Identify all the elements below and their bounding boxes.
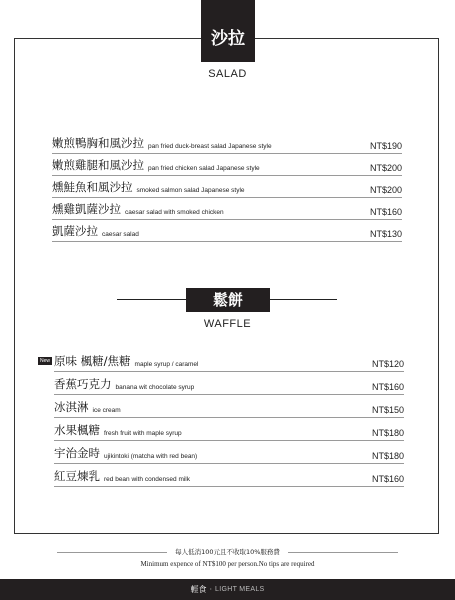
- minimum-charge-note-en: Minimum expence of NT$100 per person.No tips are required: [140, 560, 315, 568]
- item-name-zh: 嫩煎鴨胸和風沙拉: [52, 136, 144, 150]
- brand-zh: 輕食: [190, 585, 207, 594]
- item-name-zh: 原味 楓糖/焦糖: [54, 354, 131, 368]
- item-name-en: ice cream: [92, 407, 121, 414]
- item-name-zh: 燻鮭魚和風沙拉: [52, 180, 133, 194]
- note-rule-left: [57, 552, 167, 553]
- item-name-en: red bean with condensed milk: [104, 476, 190, 483]
- item-price: NT$130: [369, 229, 402, 239]
- item-price: NT$180: [371, 451, 404, 461]
- item-name-en: ujikintoki (matcha with red bean): [104, 453, 198, 460]
- item-name-zh: 宇治金時: [54, 446, 100, 460]
- salad-title-zh: 沙拉: [211, 29, 245, 49]
- item-price: NT$160: [371, 382, 404, 392]
- item-name-en: pan fried duck-breast salad Japanese style: [148, 143, 272, 150]
- minimum-charge-note-zh: [0, 547, 455, 556]
- item-name-zh: 水果楓糖: [54, 423, 100, 437]
- new-badge: New: [40, 358, 51, 364]
- item-name-zh: 凱薩沙拉: [52, 224, 98, 238]
- item-price: NT$180: [371, 428, 404, 438]
- menu-item: [52, 134, 402, 154]
- salad-title-en: SALAD: [208, 68, 247, 80]
- item-name-en: maple syrup / caramel: [134, 361, 199, 368]
- menu-item: [52, 222, 402, 242]
- menu-item: [52, 156, 402, 176]
- waffle-title-en: WAFFLE: [203, 318, 252, 330]
- bottom-brand-bar: [0, 579, 455, 600]
- menu-item: [54, 352, 404, 372]
- item-price: NT$160: [371, 474, 404, 484]
- note-zh-text: 每人低消100元且不收取10%服務費: [175, 548, 280, 556]
- item-price: NT$150: [371, 405, 404, 415]
- item-name-zh: 嫩煎雞腿和風沙拉: [52, 158, 144, 172]
- menu-item: [52, 178, 402, 198]
- note-rule-right: [288, 552, 398, 553]
- item-price: NT$200: [369, 185, 402, 195]
- item-name-en: banana wit chocolate syrup: [115, 384, 195, 391]
- item-name-en: pan fried chicken salad Japanese style: [148, 165, 260, 172]
- menu-item: [54, 421, 404, 441]
- item-name-zh: 冰淇淋: [54, 400, 89, 414]
- menu-item: [52, 200, 402, 220]
- menu-item: [54, 444, 404, 464]
- item-name-en: smoked salmon salad Japanese style: [136, 187, 245, 194]
- brand-separator: ·: [209, 585, 213, 594]
- waffle-title-box: [186, 288, 270, 312]
- item-name-en: caesar salad with smoked chicken: [125, 209, 224, 216]
- item-name-zh: 香蕉巧克力: [54, 377, 112, 391]
- item-name-zh: 燻雞凱薩沙拉: [52, 202, 121, 216]
- waffle-title-zh: 鬆餅: [212, 291, 243, 309]
- menu-item: [54, 375, 404, 395]
- item-name-en: caesar salad: [102, 231, 139, 238]
- salad-title-box: [201, 0, 255, 62]
- item-price: NT$120: [371, 359, 404, 369]
- brand-en: LIGHT MEALS: [215, 586, 265, 593]
- item-price: NT$160: [369, 207, 402, 217]
- menu-item: [54, 398, 404, 418]
- item-price: NT$190: [369, 141, 402, 151]
- item-name-en: fresh fruit with maple syrup: [104, 430, 182, 437]
- item-price: NT$200: [369, 163, 402, 173]
- item-name-zh: 紅豆煉乳: [54, 469, 100, 483]
- menu-item: [54, 467, 404, 487]
